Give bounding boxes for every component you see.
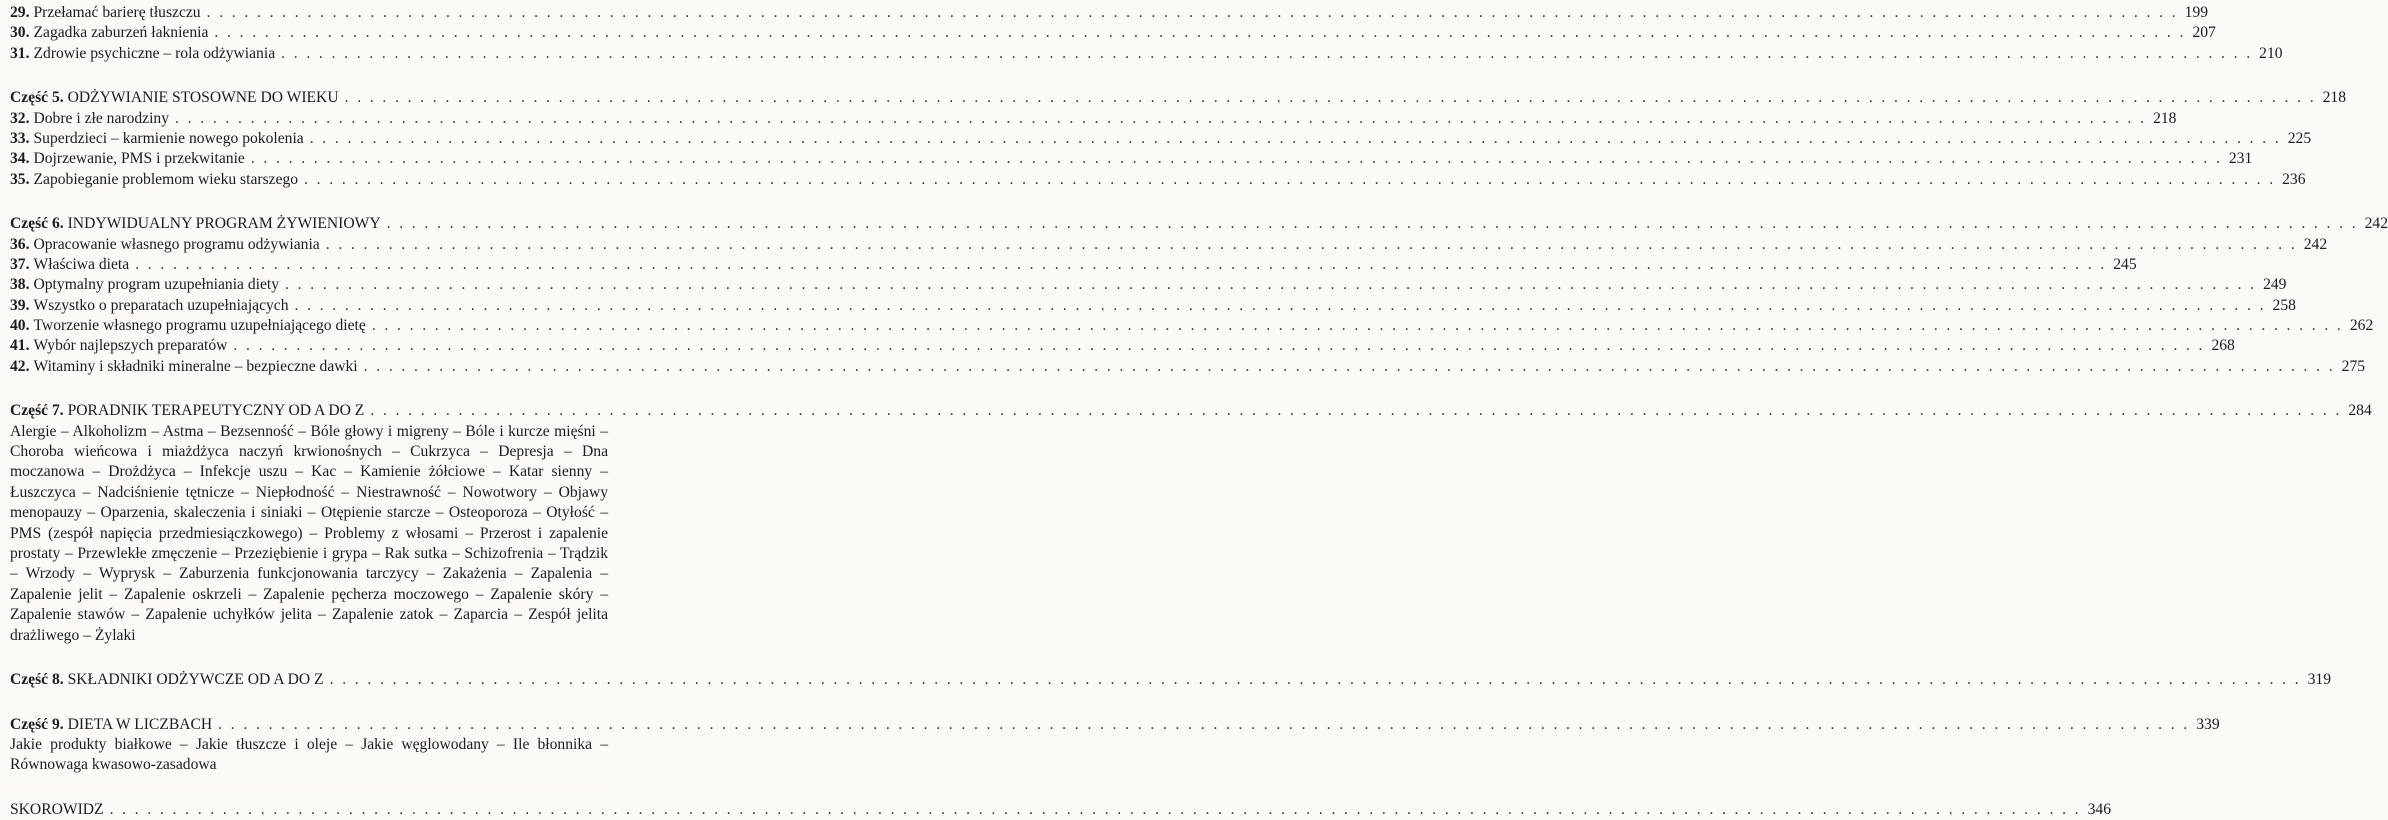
part-word: Część: [10, 402, 49, 420]
part-heading-6[interactable]: [10, 214, 2388, 234]
part-number: 9.: [52, 715, 64, 733]
page-number: 218: [2322, 89, 2347, 107]
page-number: 231: [2228, 150, 2253, 168]
dot-leader: [295, 296, 2266, 316]
chapter-title: Wszystko o preparatach uzupełniających: [33, 296, 289, 314]
part-title: DIETA W LICZBACH: [67, 715, 213, 733]
page-number: 242: [2364, 215, 2388, 233]
toc-entry-38[interactable]: [10, 275, 2287, 295]
chapter-number: 33.: [10, 129, 30, 147]
index-title: SKOROWIDZ: [10, 800, 104, 818]
page-number: 236: [2282, 170, 2306, 188]
part-number: 6.: [52, 215, 64, 233]
toc-entry-35[interactable]: [10, 170, 2306, 190]
part9-topic-list: Jakie produkty białkowe – Jakie tłuszcze i oleje – Jakie węglowodany – Ile błonnika – Równowaga kwasowo-zasadowa: [10, 735, 608, 774]
part-word: Część: [10, 215, 49, 233]
dot-leader: [233, 336, 2204, 356]
part-heading-8[interactable]: [10, 670, 2332, 690]
part-number: 5.: [52, 89, 64, 107]
page-number: 249: [2263, 276, 2287, 294]
part-number: 7.: [52, 402, 64, 420]
chapter-number: 31.: [10, 44, 30, 62]
dot-leader: [218, 715, 2189, 735]
page-number: 218: [2153, 109, 2177, 127]
chapter-number: 30.: [10, 24, 30, 42]
toc-entry-36[interactable]: [10, 235, 2328, 255]
chapter-title: Zapobieganie problemom wieku starszego: [33, 170, 299, 188]
page-number: 210: [2259, 44, 2283, 62]
chapter-title: Zdrowie psychiczne – rola odżywiania: [33, 44, 276, 62]
part7-topic-list: Alergie – Alkoholizm – Astma – Bezsenność – Bóle głowy i migreny – Bóle i kurcze mięśni – Choroba wieńcowa i miażdżyca naczyń krwionośnych – Cukrzyca – Depresja – Dna moczanowa – Drożdżyca – Infekcje uszu – Kac – Kamienie żółciowe – Katar sienny – Łuszczyca – Nadciśnienie tętnicze – Niepłodność – Niestrawność – Nowotwory – Objawy menopauzy – Oparzenia, skaleczenia i siniaki – Otępienie starcze – Osteoporoza – Otyłość – PMS (zespół napięcia przedmiesiączkowego) – Problemy z włosami – Przerost i zapalenie prostaty – Przewlekłe zmęczenie – Przeziębienie i grypa – Rak sutka – Schizofrenia – Trądzik – Wrzody – Wyprysk – Zaburzenia funkcjonowania tarczycy – Zakażenia – Zapalenia – Zapalenie jelit – Zapalenie oskrzeli – Zapalenie pęcherza moczowego – Zapalenie skóry – Zapalenie stawów – Zapalenie uchyłków jelita – Zapalenie zatok – Zaparcia – Zespół jelita drażliwego – Żylaki: [10, 422, 608, 644]
dot-leader: [326, 235, 2297, 255]
dot-leader: [372, 316, 2343, 336]
page-number: 258: [2272, 296, 2296, 314]
toc-entry-30[interactable]: [10, 23, 2216, 43]
part-heading-5[interactable]: [10, 88, 2347, 108]
chapter-number: 39.: [10, 296, 30, 314]
dot-leader: [364, 357, 2335, 377]
part-heading-9[interactable]: [10, 715, 2220, 735]
page-number: 339: [2196, 715, 2220, 733]
chapter-number: 40.: [10, 317, 30, 335]
toc-entry-32[interactable]: [10, 109, 2177, 129]
toc-entry-39[interactable]: [10, 296, 2296, 316]
part-title: ODŻYWIANIE STOSOWNE DO WIEKU: [67, 89, 339, 107]
page-number: 262: [2349, 317, 2374, 335]
toc-entry-index[interactable]: [10, 800, 2111, 820]
part-title: SKŁADNIKI ODŻYWCZE OD A DO Z: [67, 671, 324, 689]
dot-leader: [207, 3, 2178, 23]
chapter-title: Dojrzewanie, PMS i przekwitanie: [33, 150, 245, 168]
chapter-title: Optymalny program uzupełniania diety: [33, 276, 280, 294]
chapter-number: 34.: [10, 150, 30, 168]
toc-entry-34[interactable]: [10, 149, 2253, 169]
page-number: 225: [2287, 129, 2312, 147]
part-number: 8.: [52, 671, 64, 689]
chapter-title: Dobre i złe narodziny: [33, 109, 170, 127]
part-title: PORADNIK TERAPEUTYCZNY OD A DO Z: [67, 402, 365, 420]
chapter-number: 29.: [10, 4, 30, 21]
chapter-number: 37.: [10, 255, 30, 273]
dot-leader: [281, 44, 2252, 64]
chapter-number: 32.: [10, 109, 30, 127]
part-heading-7[interactable]: [10, 401, 2372, 421]
toc-entry-40[interactable]: [10, 316, 2374, 336]
toc-entry-37[interactable]: [10, 255, 2137, 275]
chapter-number: 35.: [10, 170, 30, 188]
dot-leader: [214, 23, 2185, 43]
toc-entry-31[interactable]: [10, 44, 2283, 64]
part-word: Część: [10, 89, 49, 107]
chapter-title: Opracowanie własnego programu odżywiania: [33, 235, 320, 253]
chapter-number: 42.: [10, 357, 30, 375]
page-number: 245: [2113, 255, 2137, 273]
toc-entry-33[interactable]: [10, 129, 2312, 149]
dot-leader: [175, 109, 2146, 129]
chapter-number: 38.: [10, 276, 30, 294]
dot-leader: [370, 401, 2341, 421]
chapter-title: Witaminy i składniki mineralne – bezpieczne dawki: [33, 357, 358, 375]
chapter-title: Wybór najlepszych preparatów: [33, 337, 228, 355]
toc-entry-42[interactable]: [10, 357, 2366, 377]
chapter-title: Tworzenie własnego programu uzupełniającego dietę: [33, 317, 366, 335]
part-title: INDYWIDUALNY PROGRAM ŻYWIENIOWY: [67, 215, 381, 233]
part-word: Część: [10, 715, 49, 733]
dot-leader: [285, 275, 2256, 295]
dot-leader: [387, 214, 2358, 234]
part-word: Część: [10, 671, 49, 689]
page-number: 284: [2348, 402, 2372, 420]
dot-leader: [304, 170, 2275, 190]
chapter-title: Superdzieci – karmienie nowego pokolenia: [33, 129, 304, 147]
dot-leader: [310, 129, 2281, 149]
chapter-title: Zagadka zaburzeń łaknienia: [33, 24, 209, 42]
dot-leader: [330, 670, 2301, 690]
page-number: 268: [2211, 337, 2235, 355]
page-number: 319: [2307, 671, 2332, 689]
toc-entry-29[interactable]: [10, 3, 2209, 23]
page-number: 207: [2192, 24, 2216, 42]
dot-leader: [135, 255, 2106, 275]
dot-leader: [345, 88, 2316, 108]
page-number: 275: [2341, 357, 2366, 375]
chapter-number: 41.: [10, 337, 30, 355]
chapter-number: 36.: [10, 235, 30, 253]
chapter-title: Przełamać barierę tłuszczu: [33, 4, 201, 21]
page-number: 346: [2087, 800, 2111, 818]
page-number: 199: [2184, 4, 2209, 21]
toc-entry-41[interactable]: [10, 336, 2235, 356]
page-number: 242: [2303, 235, 2328, 253]
chapter-title: Właściwa dieta: [33, 255, 130, 273]
dot-leader: [110, 800, 2081, 820]
dot-leader: [251, 149, 2222, 169]
table-of-contents: [10, 3, 2388, 820]
